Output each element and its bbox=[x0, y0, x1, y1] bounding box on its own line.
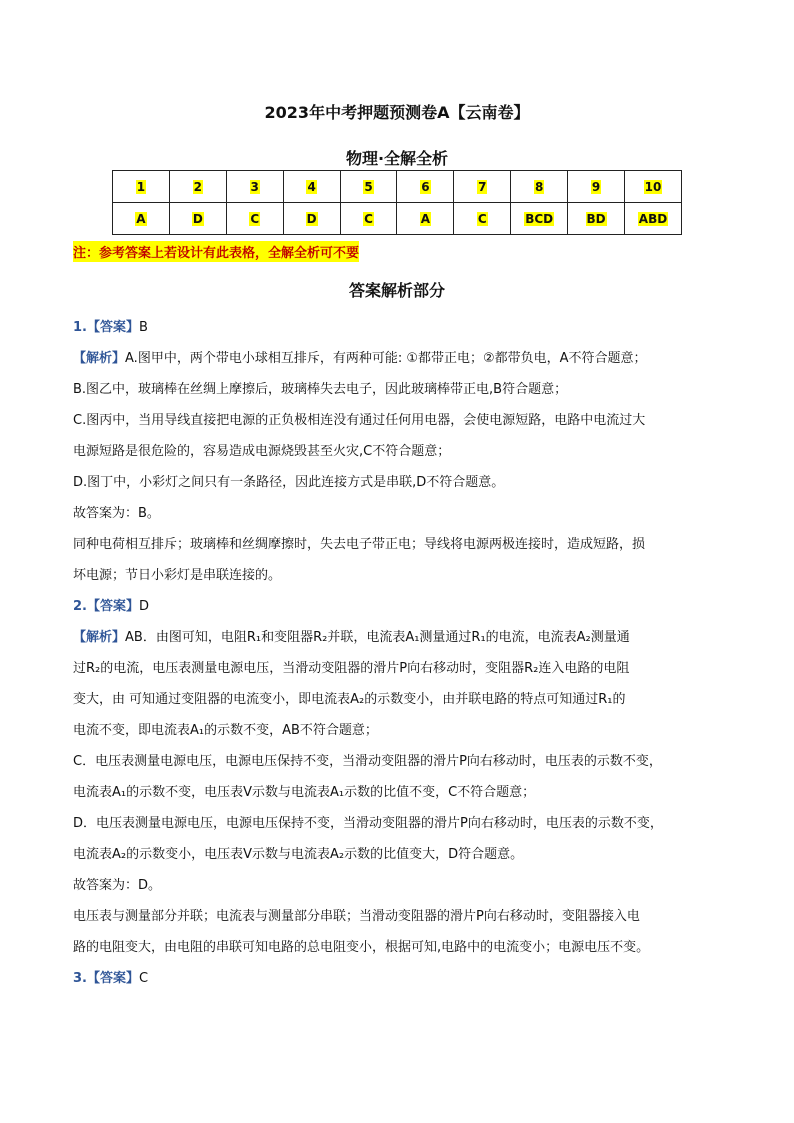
answer-cell: A bbox=[397, 203, 454, 235]
q2-analysis-line: C．电压表测量电源电压，电源电压保持不变，当滑动变阻器的滑片P向右移动时，电压表的示数不变， bbox=[73, 754, 662, 769]
q2-analysis-line: D．电压表测量电源电压，电源电压保持不变，当滑动变阻器的滑片P向右移动时，电压表的示数不变， bbox=[73, 816, 663, 831]
q1-analysis-line: B.图乙中，玻璃棒在丝绸上摩擦后，玻璃棒失去电子，因此玻璃棒带正电,B符合题意； bbox=[73, 382, 568, 397]
question-number-cell: 2 bbox=[169, 171, 226, 203]
page-subtitle: 物理·全解全析 bbox=[345, 149, 449, 168]
answer-table-number-row bbox=[113, 171, 682, 203]
q1-analysis-line bbox=[73, 343, 723, 374]
q2-number: 2. bbox=[73, 599, 87, 614]
answer-cell: D bbox=[283, 203, 340, 235]
q1-analysis-line: D.图丁中，小彩灯之间只有一条路径，因此连接方式是串联,D不符合题意。 bbox=[73, 475, 505, 490]
q2-summary-line: 电压表与测量部分并联；电流表与测量部分串联；当滑动变阻器的滑片P向右移动时，变阻器接入电 bbox=[73, 909, 640, 924]
q2-analysis-line: 变大，由 可知通过变阻器的电流变小，即电流表A₂的示数变小，由并联电路的特点可知通过R₁的 bbox=[73, 692, 626, 707]
question-number-cell: 7 bbox=[454, 171, 511, 203]
q3-answer-line bbox=[73, 963, 723, 994]
question-number-cell: 5 bbox=[340, 171, 397, 203]
answer-cell: C bbox=[454, 203, 511, 235]
question-number-cell: 4 bbox=[283, 171, 340, 203]
table-note: 注：参考答案上若设计有此表格，全解全析可不要 bbox=[73, 241, 359, 262]
q2-analysis-line: 电流表A₂的示数变小，电压表V示数与电流表A₂示数的比值变大，D符合题意。 bbox=[73, 847, 524, 862]
question-number-cell: 1 bbox=[113, 171, 170, 203]
answer-table bbox=[112, 170, 682, 235]
q1-analysis-line: C.图丙中，当用导线直接把电源的正负极相连没有通过任何用电器，会使电源短路，电路中电流过大 bbox=[73, 413, 646, 428]
q1-number: 1. bbox=[73, 320, 87, 335]
q2-summary-line: 路的电阻变大，由电阻的串联可知电路的总电阻变小，根据可知,电路中的电流变小；电源电压不变。 bbox=[73, 940, 650, 955]
q2-answer: D bbox=[139, 599, 150, 614]
q3-answer: C bbox=[139, 971, 149, 986]
q1-answer: B bbox=[139, 320, 148, 335]
section-title: 答案解析部分 bbox=[348, 281, 445, 300]
q1-analysis-text: A.图甲中，两个带电小球相互排斥，有两种可能: ①都带正电；②都带负电，A不符合题意； bbox=[125, 351, 647, 366]
answer-analysis bbox=[73, 312, 723, 994]
q3-answer-tag: 【答案】 bbox=[86, 971, 139, 986]
q2-conclusion-line: 故答案为：D。 bbox=[73, 878, 162, 893]
q1-summary-line: 同种电荷相互排斥；玻璃棒和丝绸摩擦时，失去电子带正电；导线将电源两极连接时，造成短路，损 bbox=[73, 537, 646, 552]
q2-analysis-tag: 【解析】 bbox=[73, 630, 126, 645]
answer-cell: BD bbox=[568, 203, 625, 235]
q1-analysis-line: 电源短路是很危险的，容易造成电源烧毁甚至火灾,C不符合题意； bbox=[73, 444, 451, 459]
q1-analysis-tag: 【解析】 bbox=[73, 351, 126, 366]
page-title: 2023年中考押题预测卷A【云南卷】 bbox=[264, 103, 530, 122]
question-number-cell: 10 bbox=[625, 171, 682, 203]
q2-analysis-line: 电流不变，即电流表A₁的示数不变，AB不符合题意； bbox=[73, 723, 378, 738]
q1-conclusion-line: 故答案为：B。 bbox=[73, 506, 160, 521]
q2-analysis-line bbox=[73, 622, 723, 653]
q1-answer-tag: 【答案】 bbox=[86, 320, 139, 335]
q2-analysis-line: 电流表A₁的示数不变，电压表V示数与电流表A₁示数的比值不变，C不符合题意； bbox=[73, 785, 536, 800]
q2-analysis-line: 过R₂的电流，电压表测量电源电压，当滑动变阻器的滑片P向右移动时，变阻器R₂连入电路的电阻 bbox=[73, 661, 630, 676]
q1-summary-line: 坏电源；节日小彩灯是串联连接的。 bbox=[73, 568, 282, 583]
answer-cell: ABD bbox=[625, 203, 682, 235]
q1-answer-line bbox=[73, 312, 723, 343]
answer-cell: BCD bbox=[511, 203, 568, 235]
q2-answer-line bbox=[73, 591, 723, 622]
question-number-cell: 3 bbox=[226, 171, 283, 203]
q2-analysis-text: AB．由图可知，电阻R₁和变阻器R₂并联，电流表A₁测量通过R₁的电流，电流表A₂测量通 bbox=[125, 630, 630, 645]
answer-cell: A bbox=[113, 203, 170, 235]
answer-table-answer-row bbox=[113, 203, 682, 235]
answer-cell: C bbox=[340, 203, 397, 235]
answer-cell: C bbox=[226, 203, 283, 235]
question-number-cell: 9 bbox=[568, 171, 625, 203]
question-number-cell: 6 bbox=[397, 171, 454, 203]
q3-number: 3. bbox=[73, 971, 87, 986]
question-number-cell: 8 bbox=[511, 171, 568, 203]
answer-cell: D bbox=[169, 203, 226, 235]
q2-answer-tag: 【答案】 bbox=[86, 599, 139, 614]
